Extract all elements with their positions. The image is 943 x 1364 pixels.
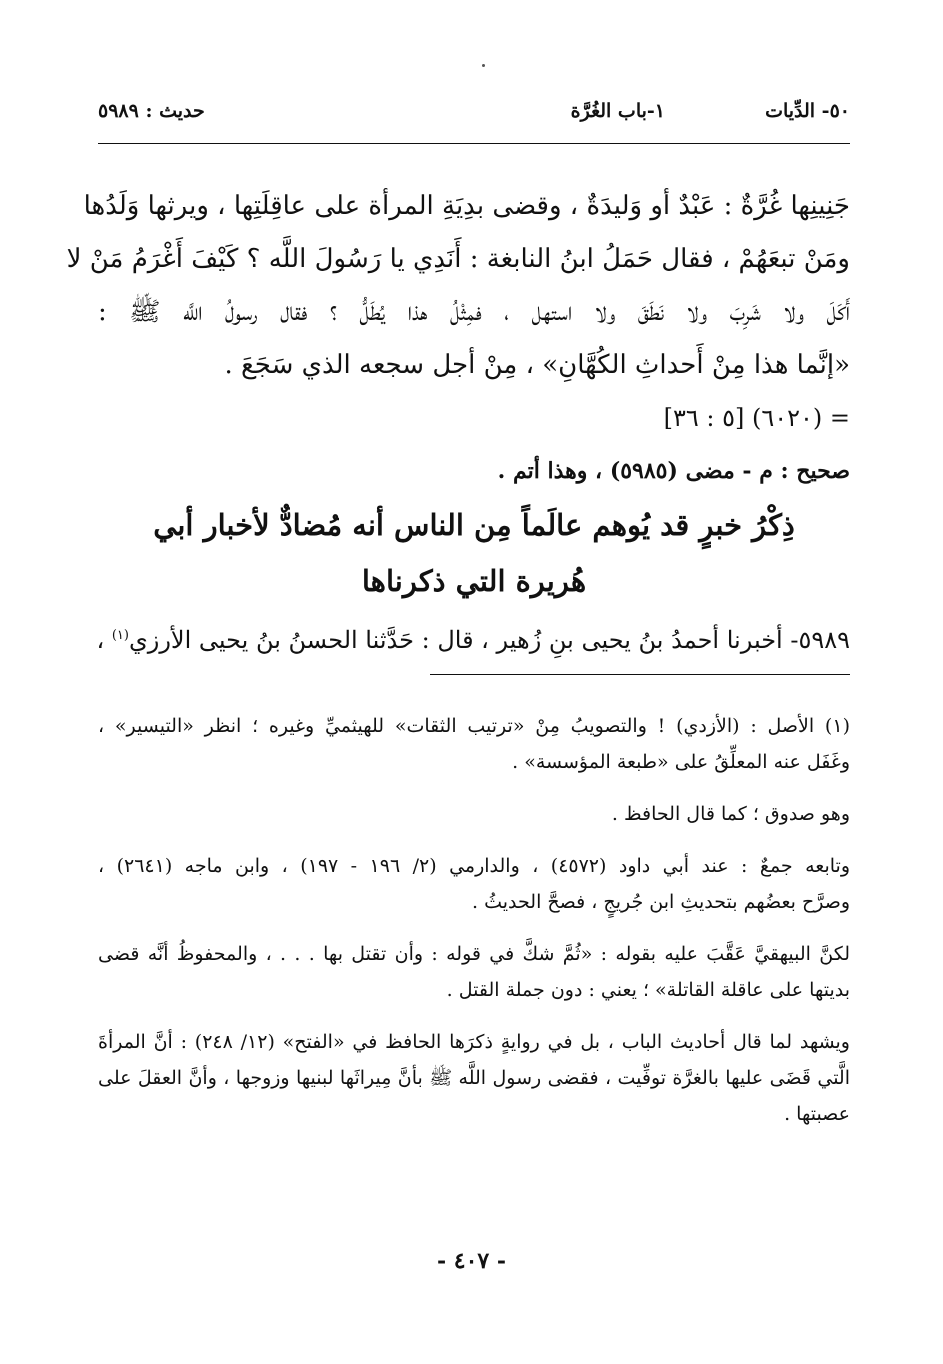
text-line: أَكَلَ ولا شَرِبَ ولا نَطَقَ ولا استهل ، فمِثْلُ هذا يُطَلُّ ؟ فقال رسولُ اللَّه ﷺ :	[98, 297, 850, 327]
footnote-line: وهو صدوق ؛ كما قال الحافظ .	[611, 803, 850, 825]
main-text	[66, 180, 850, 667]
footnote-line: وصرَّح بعضُهم بتحديثِ ابن جُريجٍ ، فصحَّ الحديثُ .	[472, 891, 850, 913]
footnote-line: وغَفَل عنه المعلِّقُ على «طبعة المؤسسة» .	[512, 751, 850, 773]
section-heading-line-2: هُريرة التي ذكرناها	[361, 564, 587, 598]
footnote-line: وتابعه جمعٌ : عند أبي داود (٤٥٧٢) ، والدارمي (٢/ ١٩٦ - ١٩٧) ، وابن ماجه (٢٦٤١) ،	[98, 855, 850, 877]
section-heading-line-1: ذِكْرُ خبرٍ قد يُوهم عالَماً مِن الناس أنه مُضادٌّ لأخبار أبي	[153, 508, 795, 542]
footnote-line: بديتها على عاقلة القاتلة» ؛ يعني : دون جملة القتل .	[446, 979, 850, 1001]
text-line: جَنِينِها غُرَّةٌ : عَبْدٌ أو وَليدَةٌ ، وقضى بدِيَةِ المرأة على عاقِلَتِها ، ويرثها وَلَدُها	[83, 191, 850, 221]
hadith-reference: حديث : ٥٩٨٩	[98, 100, 205, 122]
grading-line: صحيح : م - مضى (٥٩٨٥) ، وهذا أتم .	[497, 458, 850, 484]
text-line: ومَنْ تبعَهُمْ ، فقال حَمَلُ ابنُ النابغة : أَنَدِي يا رَسُولَ اللَّه ؟ كَيْفَ أَغْرَمُ مَنْ لا	[66, 244, 850, 274]
reference-line: = (٦٠٢٠) [٥ : ٣٦]	[663, 404, 850, 432]
footnote-marker: (١)	[111, 628, 129, 643]
section-title: ١-باب الغُرَّة	[570, 100, 665, 122]
footnote-divider	[430, 674, 850, 675]
hadith-comma: ،	[96, 626, 112, 654]
footnote-line: عصبتها .	[784, 1103, 850, 1125]
running-header	[98, 100, 850, 132]
speck-mark	[482, 64, 485, 67]
chapter-title: ٥٠- الدِّيات	[765, 100, 850, 122]
page-number: - ٤٠٧ -	[436, 1248, 507, 1274]
text-line: «إنَّما هذا مِنْ أَحداثِ الكُهَّانِ» ، مِنْ أجل سجعه الذي سَجَعَ .	[224, 350, 850, 380]
footnotes	[98, 708, 850, 1132]
hadith-chain-text: ٥٩٨٩- أخبرنا أحمدُ بنُ يحيى بنِ زُهير ، قال : حَدَّثنا الحسنُ بنُ يحيى الأرزي	[128, 626, 850, 654]
footnote-line: الَّتي قَضَى عليها بالغرَّة توفِّيت ، فقضى رسول اللَّه ﷺ بأنَّ مِيراثَها لبنيها وزوجها ، وأنَّ العقلَ على	[98, 1067, 850, 1089]
header-divider	[98, 143, 850, 144]
footnote-line: ويشهد لما قال أحاديث الباب ، بل في روايةٍ ذكرَها الحافظ في «الفتح» (١٢/ ٢٤٨) : أنَّ المرأةَ	[98, 1031, 850, 1053]
hadith-opening-line	[98, 609, 850, 667]
footnote-line: لكنَّ البيهقيَّ عَقَّبَ عليه بقوله : «ثُمَّ شكَّ في قوله : وأن تقتل بها . . . ، والمحفوظُ أنَّه قضى	[98, 943, 850, 965]
footnote-line: (١) الأصل : (الأزدي) ! والتصويبُ مِنْ «ترتيب الثقات» للهيثميِّ وغيره ؛ انظر «التيسير» ،	[98, 715, 850, 737]
